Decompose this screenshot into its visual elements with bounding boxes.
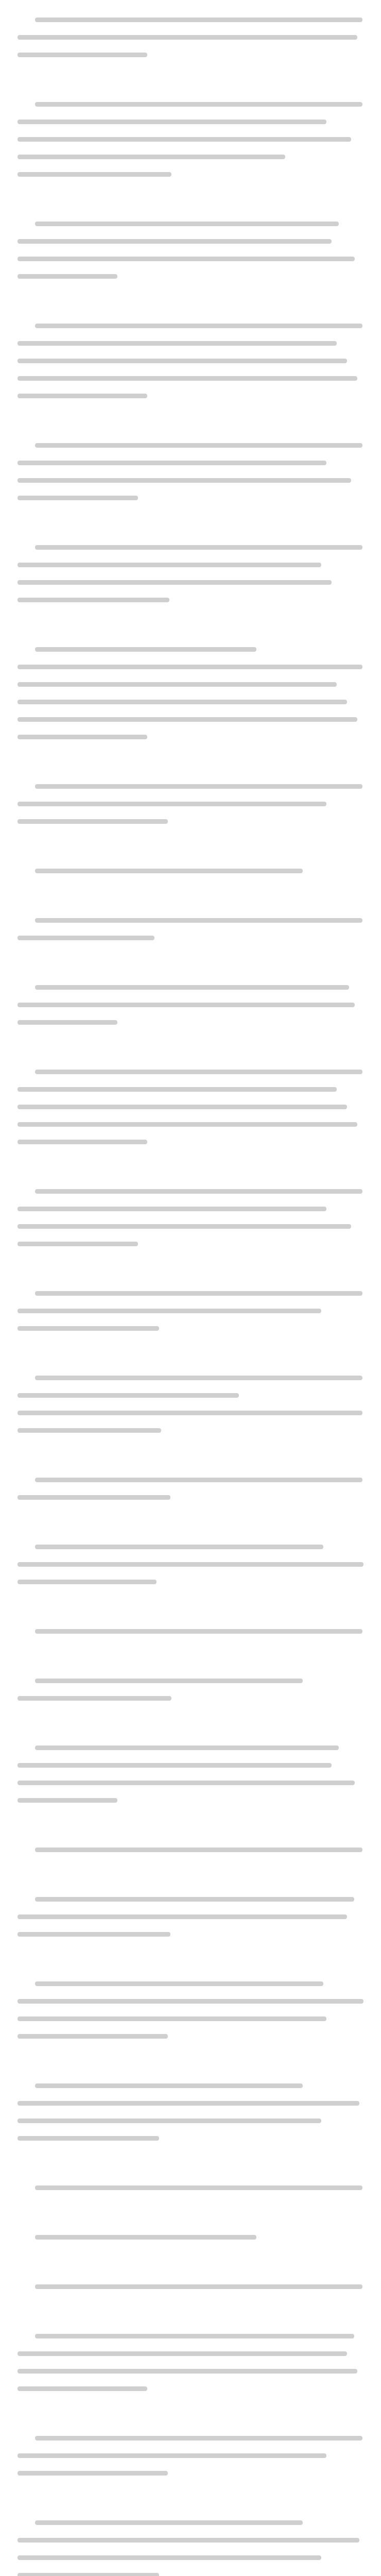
illegible-text-placeholder xyxy=(18,2034,168,2039)
text-line xyxy=(18,996,363,1014)
text-line xyxy=(18,2363,363,2380)
illegible-text-placeholder xyxy=(18,2351,347,2356)
text-line xyxy=(18,2567,363,2576)
paragraph xyxy=(18,641,363,746)
illegible-text-placeholder xyxy=(18,2369,357,2374)
text-line xyxy=(18,1320,363,1337)
text-line xyxy=(18,912,363,929)
text-line xyxy=(18,1098,363,1116)
text-line xyxy=(18,2077,363,2095)
illegible-text-placeholder xyxy=(18,802,326,806)
illegible-text-placeholder xyxy=(35,1848,362,1852)
text-line xyxy=(18,1556,363,1573)
text-line xyxy=(18,2532,363,2549)
text-line xyxy=(18,2130,363,2147)
paragraph xyxy=(18,215,363,285)
paragraph xyxy=(18,2514,363,2576)
illegible-text-placeholder xyxy=(18,1087,337,1092)
text-line xyxy=(18,2328,363,2345)
illegible-text-placeholder xyxy=(18,1309,321,1313)
illegible-text-placeholder xyxy=(18,2453,326,2458)
text-line xyxy=(18,641,363,658)
text-line xyxy=(18,1183,363,1200)
text-line xyxy=(18,1471,363,1489)
illegible-text-placeholder xyxy=(35,2083,303,2088)
text-line xyxy=(18,2095,363,2112)
illegible-text-placeholder xyxy=(18,478,351,483)
text-line xyxy=(18,2380,363,2398)
text-line xyxy=(18,148,363,166)
text-line xyxy=(18,2447,363,2465)
illegible-text-placeholder xyxy=(18,1914,347,1919)
text-line xyxy=(18,693,363,711)
paragraph xyxy=(18,1369,363,1439)
illegible-text-placeholder xyxy=(18,461,326,465)
paragraph xyxy=(18,96,363,183)
illegible-text-placeholder xyxy=(35,1478,362,1482)
text-line xyxy=(18,1538,363,1556)
text-line xyxy=(18,46,363,64)
paragraph xyxy=(18,1471,363,1506)
illegible-text-placeholder xyxy=(18,1495,170,1500)
illegible-text-placeholder xyxy=(18,2119,321,2123)
illegible-text-placeholder xyxy=(18,1105,347,1109)
illegible-text-placeholder xyxy=(18,1781,355,1785)
text-line xyxy=(18,1739,363,1757)
text-line xyxy=(18,574,363,591)
text-line xyxy=(18,1690,363,1707)
paragraph xyxy=(18,862,363,880)
illegible-text-placeholder xyxy=(18,735,147,739)
illegible-text-placeholder xyxy=(18,394,147,398)
illegible-text-placeholder xyxy=(35,985,349,990)
illegible-text-placeholder xyxy=(35,1897,354,1902)
illegible-text-placeholder xyxy=(35,1376,362,1380)
text-line xyxy=(18,1200,363,1218)
text-line xyxy=(18,1908,363,1926)
illegible-text-placeholder xyxy=(18,1326,159,1331)
illegible-text-placeholder xyxy=(18,1999,363,2004)
text-line xyxy=(18,489,363,507)
illegible-text-placeholder xyxy=(35,2185,362,2190)
illegible-text-placeholder xyxy=(18,598,169,602)
text-line xyxy=(18,29,363,46)
illegible-text-placeholder xyxy=(35,1629,362,1634)
illegible-text-placeholder xyxy=(35,324,362,328)
illegible-text-placeholder xyxy=(18,257,355,261)
illegible-text-placeholder xyxy=(35,1745,339,1750)
illegible-text-placeholder xyxy=(35,1291,362,1296)
text-line xyxy=(18,1404,363,1422)
illegible-text-placeholder xyxy=(18,1428,161,1433)
illegible-text-placeholder xyxy=(18,2555,321,2560)
text-line xyxy=(18,1489,363,1506)
illegible-text-placeholder xyxy=(35,869,303,873)
text-line xyxy=(18,658,363,676)
text-line xyxy=(18,1623,363,1640)
illegible-text-placeholder xyxy=(18,1696,171,1701)
illegible-text-placeholder xyxy=(18,1580,157,1584)
illegible-text-placeholder xyxy=(18,1393,239,1398)
text-line xyxy=(18,2514,363,2532)
text-line xyxy=(18,370,363,387)
text-line xyxy=(18,1116,363,1133)
illegible-text-placeholder xyxy=(18,172,171,177)
text-line xyxy=(18,2465,363,2482)
illegible-text-placeholder xyxy=(18,1224,351,1229)
paragraph xyxy=(18,2077,363,2147)
text-line xyxy=(18,979,363,996)
illegible-text-placeholder xyxy=(18,1242,138,1246)
illegible-text-placeholder xyxy=(18,341,337,346)
illegible-text-placeholder xyxy=(35,222,339,226)
illegible-text-placeholder xyxy=(35,1189,362,1194)
illegible-text-placeholder xyxy=(18,1411,362,1415)
illegible-text-placeholder xyxy=(18,239,332,244)
text-line xyxy=(18,1302,363,1320)
text-line xyxy=(18,1133,363,1151)
text-line xyxy=(18,1841,363,1859)
illegible-text-placeholder xyxy=(18,563,321,567)
text-line xyxy=(18,131,363,148)
text-line xyxy=(18,1369,363,1387)
text-line xyxy=(18,1063,363,1081)
text-line xyxy=(18,11,363,29)
text-line xyxy=(18,556,363,574)
illegible-text-placeholder xyxy=(35,1545,323,1549)
text-line xyxy=(18,778,363,795)
paragraph xyxy=(18,1285,363,1337)
illegible-text-placeholder xyxy=(35,18,362,22)
illegible-text-placeholder xyxy=(35,1070,362,1074)
illegible-text-placeholder xyxy=(18,2386,147,2391)
text-line xyxy=(18,1774,363,1792)
paragraph xyxy=(18,1672,363,1707)
text-line xyxy=(18,268,363,285)
text-line xyxy=(18,1387,363,1404)
text-line xyxy=(18,472,363,489)
text-line xyxy=(18,335,363,352)
paragraph xyxy=(18,1063,363,1151)
text-line xyxy=(18,813,363,831)
illegible-text-placeholder xyxy=(18,1122,357,1127)
text-line xyxy=(18,2345,363,2363)
text-line xyxy=(18,2229,363,2246)
text-line xyxy=(18,233,363,250)
illegible-text-placeholder xyxy=(35,2235,256,2240)
text-line xyxy=(18,1672,363,1690)
paragraph xyxy=(18,912,363,947)
text-line xyxy=(18,591,363,609)
paragraph xyxy=(18,1538,363,1591)
illegible-text-placeholder xyxy=(18,2136,159,2141)
text-line xyxy=(18,1285,363,1302)
text-line xyxy=(18,711,363,728)
text-line xyxy=(18,1926,363,1943)
illegible-text-placeholder xyxy=(18,1140,147,1144)
illegible-text-placeholder xyxy=(18,717,357,722)
illegible-text-placeholder xyxy=(18,1798,117,1803)
illegible-text-placeholder xyxy=(18,665,362,669)
paragraph xyxy=(18,2179,363,2197)
text-line xyxy=(18,2028,363,2045)
text-line xyxy=(18,539,363,556)
illegible-text-placeholder xyxy=(35,918,362,923)
paragraph xyxy=(18,1975,363,2045)
illegible-text-placeholder xyxy=(35,1981,323,1986)
illegible-text-placeholder xyxy=(35,2334,354,2338)
illegible-text-placeholder xyxy=(18,137,351,142)
illegible-text-placeholder xyxy=(35,2436,362,2441)
paragraph xyxy=(18,1891,363,1943)
illegible-text-placeholder xyxy=(18,819,168,824)
illegible-text-placeholder xyxy=(35,2520,303,2525)
illegible-text-placeholder xyxy=(18,580,332,585)
illegible-text-placeholder xyxy=(18,53,147,57)
illegible-text-placeholder xyxy=(18,2471,168,2476)
illegible-text-placeholder xyxy=(18,35,357,40)
illegible-text-placeholder xyxy=(35,784,362,789)
text-line xyxy=(18,317,363,335)
text-line xyxy=(18,1573,363,1591)
paragraph xyxy=(18,1739,363,1809)
text-line xyxy=(18,113,363,131)
illegible-text-placeholder xyxy=(18,1562,363,1567)
illegible-text-placeholder xyxy=(18,2538,359,2543)
text-line xyxy=(18,2549,363,2567)
text-line xyxy=(18,1081,363,1098)
text-line xyxy=(18,215,363,233)
text-line xyxy=(18,454,363,472)
text-line xyxy=(18,2430,363,2447)
illegible-text-placeholder xyxy=(18,1932,170,1937)
illegible-text-placeholder xyxy=(18,120,326,124)
text-line xyxy=(18,1218,363,1235)
paragraph xyxy=(18,2328,363,2398)
illegible-text-placeholder xyxy=(18,1763,332,1768)
illegible-text-placeholder xyxy=(18,359,347,363)
text-line xyxy=(18,96,363,113)
text-line xyxy=(18,676,363,693)
paragraph xyxy=(18,2229,363,2246)
illegible-text-placeholder xyxy=(35,2284,362,2289)
text-line xyxy=(18,1422,363,1439)
paragraph xyxy=(18,539,363,609)
text-line xyxy=(18,2010,363,2028)
text-line xyxy=(18,1975,363,1993)
text-line xyxy=(18,2278,363,2296)
illegible-text-placeholder xyxy=(18,936,154,940)
text-line xyxy=(18,862,363,880)
illegible-text-placeholder xyxy=(18,682,337,687)
text-line xyxy=(18,387,363,405)
paragraph xyxy=(18,317,363,405)
paragraph xyxy=(18,1841,363,1859)
illegible-text-placeholder xyxy=(35,647,256,652)
text-line xyxy=(18,1792,363,1809)
text-line xyxy=(18,2112,363,2130)
illegible-text-placeholder xyxy=(18,155,285,159)
text-line xyxy=(18,437,363,454)
illegible-text-placeholder xyxy=(18,2101,359,2106)
illegible-text-placeholder xyxy=(35,102,362,107)
text-line xyxy=(18,1993,363,2010)
text-line xyxy=(18,250,363,268)
illegible-text-placeholder xyxy=(18,700,347,704)
illegible-text-placeholder xyxy=(18,1020,117,1025)
paragraph xyxy=(18,437,363,507)
paragraph xyxy=(18,1623,363,1640)
text-line xyxy=(18,1014,363,1031)
illegible-text-placeholder xyxy=(18,2016,326,2021)
paragraph xyxy=(18,778,363,831)
illegible-text-placeholder xyxy=(35,545,362,550)
illegible-text-placeholder xyxy=(18,376,357,381)
text-line xyxy=(18,795,363,813)
text-line xyxy=(18,1891,363,1908)
text-line xyxy=(18,1757,363,1774)
illegible-text-placeholder xyxy=(18,1207,326,1211)
text-line xyxy=(18,166,363,183)
text-line xyxy=(18,1235,363,1253)
illegible-text-placeholder xyxy=(18,496,138,500)
illegible-text-placeholder xyxy=(18,2573,159,2576)
text-line xyxy=(18,352,363,370)
text-line xyxy=(18,2179,363,2197)
text-line xyxy=(18,929,363,947)
paragraph xyxy=(18,2430,363,2482)
paragraph xyxy=(18,2278,363,2296)
illegible-text-placeholder xyxy=(18,1003,355,1007)
illegible-text-placeholder xyxy=(18,274,117,279)
text-line xyxy=(18,728,363,746)
paragraph xyxy=(18,11,363,64)
illegible-text-placeholder xyxy=(35,1679,303,1683)
paragraph xyxy=(18,979,363,1031)
illegible-text-placeholder xyxy=(35,443,362,448)
paragraph xyxy=(18,1183,363,1253)
